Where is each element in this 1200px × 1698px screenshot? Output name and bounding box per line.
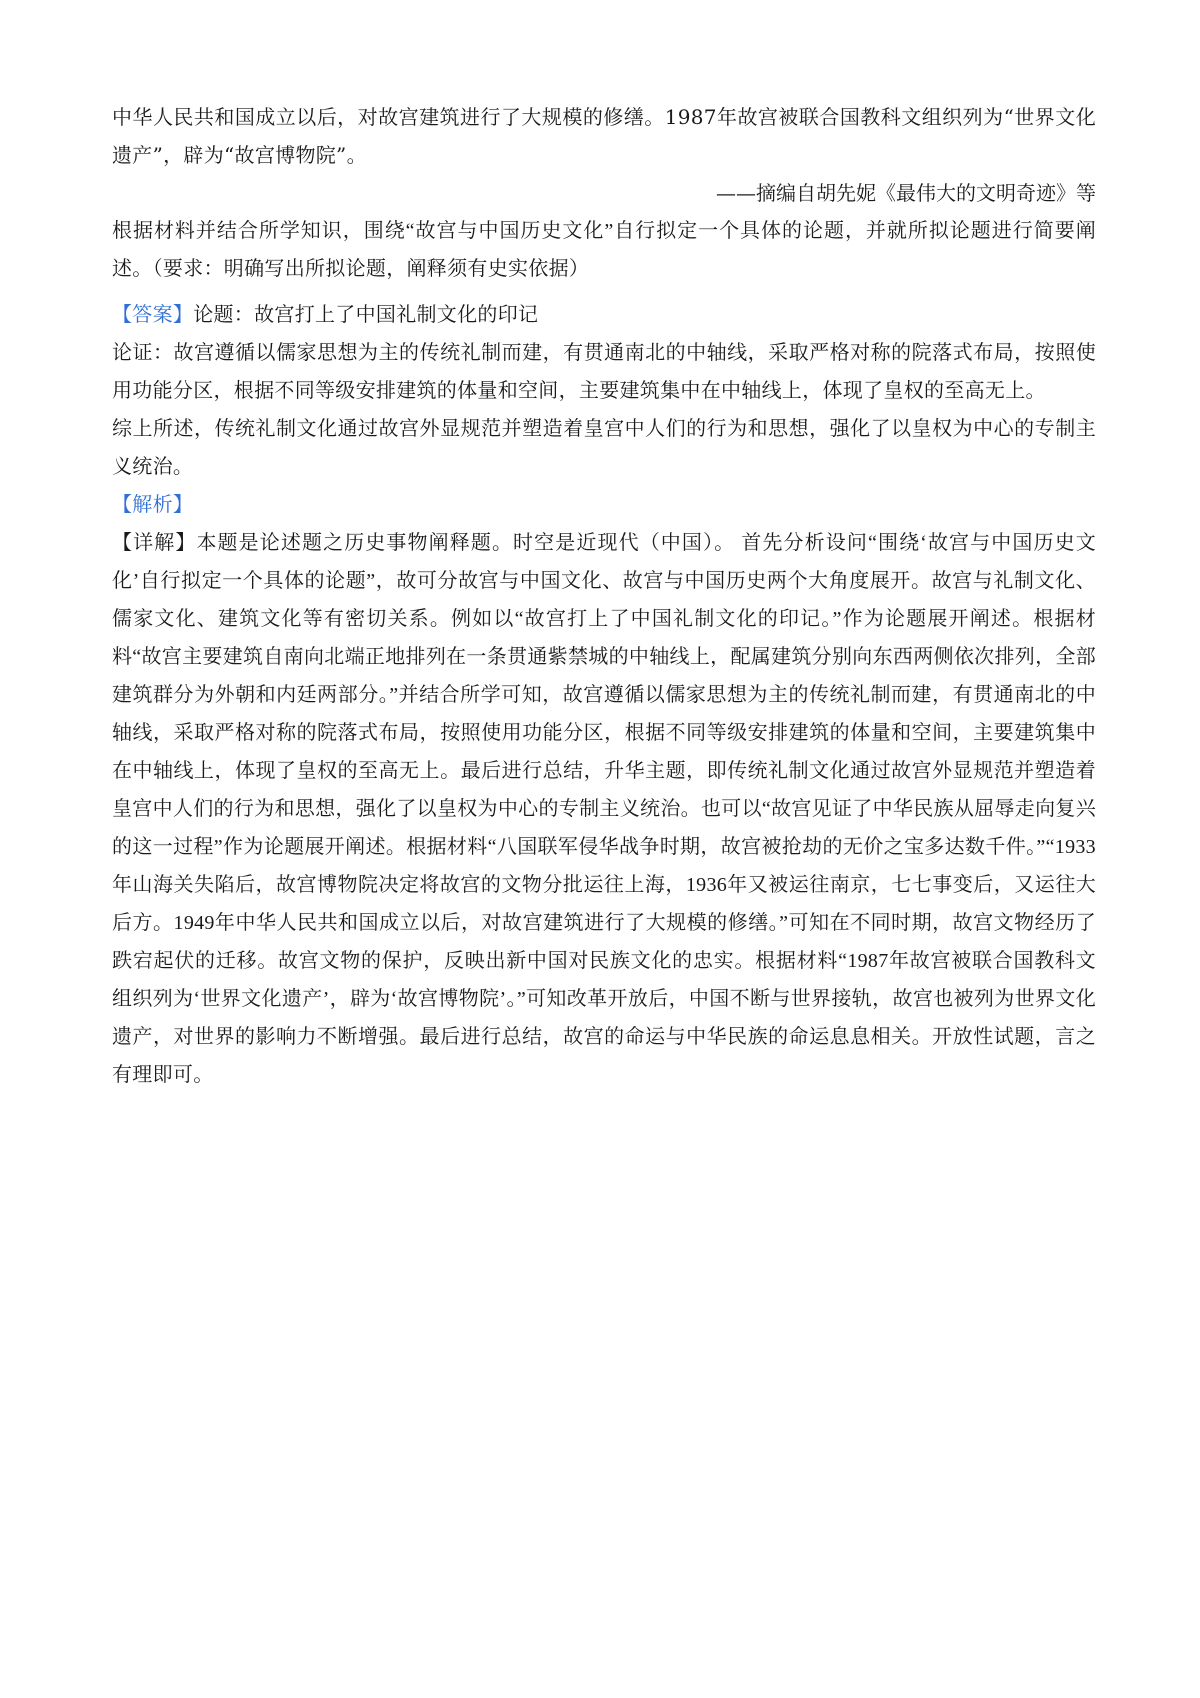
answer-topic-line bbox=[112, 296, 1096, 334]
answer-topic: 论题：故宫打上了中国礼制文化的印记 bbox=[193, 304, 539, 326]
analysis-detail-paragraph bbox=[112, 524, 1096, 1094]
material-paragraph: 中华人民共和国成立以后，对故宫建筑进行了大规模的修缮。1987年故宫被联合国教科文组织列为“世界文化遗产”，辟为“故宫博物院”。 bbox=[112, 105, 1096, 167]
analysis-detail: 本题是论述题之历史事物阐释题。时空是近现代（中国）。 首先分析设问“围绕‘故宫与中国历史文化’自行拟定一个具体的论题”，故可分故宫与中国文化、故宫与中国历史两个大角度展开。故宫与礼制文化、儒家文化、建筑文化等有密切关系。例如以“故宫打上了中国礼制文化的印记。”作为论题展开阐述。根据材料“故宫主要建筑自南向北端正地排列在一条贯通紫禁城的中轴线上，配属建筑分别向东西两侧依次排列，全部建筑群分为外朝和内廷两部分。”并结合所学可知，故宫遵循以儒家思想为主的传统礼制而建，有贯通南北的中轴线，采取严格对称的院落式布局，按照使用功能分区，根据不同等级安排建筑的体量和空间，主要建筑集中在中轴线上，体现了皇权的至高无上。最后进行总结，升华主题，即传统礼制文化通过故宫外显规范并塑造着皇宫中人们的行为和思想，强化了以皇权为中心的专制主义统治。也可以“故宫见证了中华民族从屈辱走向复兴的这一过程”作为论题展开阐述。根据材料“八国联军侵华战争时期，故宫被抢劫的无价之宝多达数千件。”“1933年山海关失陷后，故宫博物院决定将故宫的文物分批运往上海，1936年又被运往南京，七七事变后，又运往大后方。1949年中华人民共和国成立以后，对故宫建筑进行了大规模的修缮。”可知在不同时期，故宫文物经历了跌宕起伏的迁移。故宫文物的保护，反映出新中国对民族文化的忠实。根据材料“1987年故宫被联合国教科文组织列为‘世界文化遗产’，辟为‘故宫博物院’。”可知改革开放后，中国不断与世界接轨，故宫也被列为世界文化遗产，对世界的影响力不断增强。最后进行总结，故宫的命运与中华民族的命运息息相关。开放性试题，言之有理即可。 bbox=[112, 532, 1096, 1086]
question-text: 根据材料并结合所学知识，围绕“故宫与中国历史文化”自行拟定一个具体的论题，并就所拟论题进行简要阐述。（要求：明确写出所拟论题，阐释须有史实依据） bbox=[112, 220, 1096, 280]
document-page bbox=[112, 98, 1096, 1094]
analysis-label: 【解析】 bbox=[112, 494, 194, 516]
analysis-detail-label: 【详解】 bbox=[112, 532, 197, 554]
analysis-heading bbox=[112, 486, 1096, 524]
answer-label: 【答案】 bbox=[112, 304, 194, 326]
answer-conclusion: 综上所述，传统礼制文化通过故宫外显规范并塑造着皇宫中人们的行为和思想，强化了以皇权为中心的专制主义统治。 bbox=[112, 418, 1096, 478]
answer-argument: 论证：故宫遵循以儒家思想为主的传统礼制而建，有贯通南北的中轴线，采取严格对称的院落式布局，按照使用功能分区，根据不同等级安排建筑的体量和空间，主要建筑集中在中轴线上，体现了皇权的至高无上。 bbox=[112, 342, 1096, 402]
material-source: ——摘编自胡先妮《最伟大的文明奇迹》等 bbox=[716, 181, 1096, 205]
